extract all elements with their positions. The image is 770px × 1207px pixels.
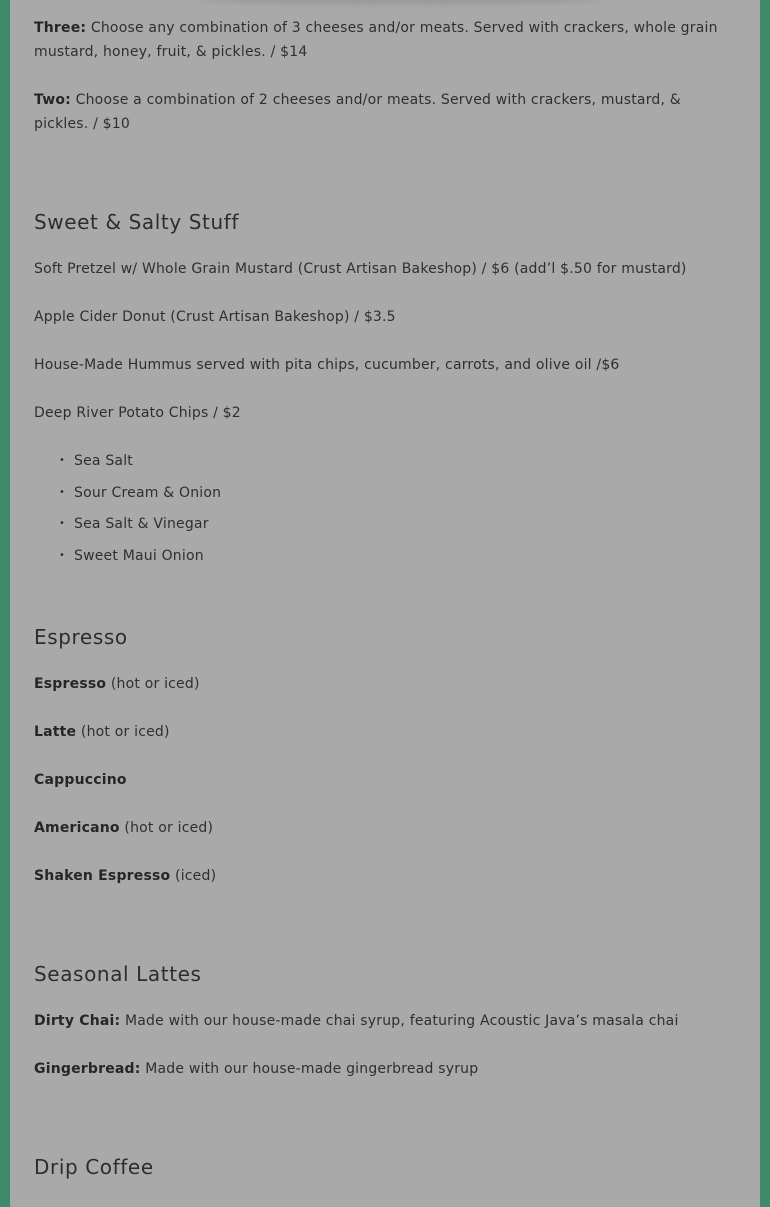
item-note: (hot or iced): [110, 676, 200, 692]
section-heading-espresso: Espresso: [34, 625, 128, 649]
menu-item-gingerbread: [34, 1057, 734, 1081]
menu-item-espresso: [34, 672, 734, 696]
list-item: [34, 481, 221, 513]
bullet-icon: •: [59, 455, 66, 466]
list-item: [34, 544, 221, 576]
item-name: Dirty Chai:: [34, 1013, 121, 1029]
cheese-three-item: [34, 16, 734, 64]
bullet-icon: •: [59, 518, 66, 530]
item-name: Shaken Espresso: [34, 868, 171, 884]
menu-item-shaken-espresso: [34, 864, 734, 888]
cheese-three-name: Three:: [34, 20, 87, 36]
section-heading-seasonal-lattes: Seasonal Lattes: [34, 962, 202, 986]
menu-item-americano: [34, 816, 734, 840]
chip-flavor-label: Sweet Maui Onion: [74, 548, 204, 565]
section-heading-drip-coffee: Drip Coffee: [34, 1155, 154, 1179]
section-heading-sweet-salty: Sweet & Salty Stuff: [34, 210, 240, 234]
chip-flavor-label: Sour Cream & Onion: [74, 484, 222, 501]
top-shadow: [200, 0, 600, 4]
item-note: (hot or iced): [124, 820, 214, 836]
bullet-icon: •: [59, 550, 66, 562]
menu-item-latte: [34, 720, 734, 744]
item-note: (hot or iced): [80, 724, 170, 740]
cheese-two-desc: Choose a combination of 2 cheeses and/or meats. Served with crackers, mustard, & pickles. / $10: [34, 92, 681, 132]
item-name: Americano: [34, 820, 120, 836]
menu-item-chips: Deep River Potato Chips / $2: [34, 405, 241, 421]
menu-item-dirty-chai: [34, 1009, 734, 1033]
item-name: Espresso: [34, 676, 107, 692]
list-item: [34, 512, 221, 544]
list-item: [34, 449, 221, 481]
cheese-two-item: [34, 88, 734, 136]
item-desc: Made with our house-made chai syrup, featuring Acoustic Java’s masala chai: [124, 1013, 679, 1029]
menu-item-hummus: House-Made Hummus served with pita chips, cucumber, carrots, and olive oil /$6: [34, 357, 620, 373]
cheese-three-desc: Choose any combination of 3 cheeses and/or meats. Served with crackers, whole grain mustard, honey, fruit, & pickles. / $14: [34, 20, 718, 60]
item-note: (iced): [175, 868, 217, 884]
chip-flavor-list: [34, 449, 221, 576]
bullet-icon: •: [59, 486, 66, 498]
item-desc: Made with our house-made gingerbread syrup: [145, 1061, 479, 1077]
item-name: Latte: [34, 724, 77, 740]
menu-item-donut: Apple Cider Donut (Crust Artisan Bakeshop) / $3.5: [34, 309, 396, 325]
chip-flavor-label: Sea Salt: [74, 453, 133, 469]
cheese-two-name: Two:: [34, 92, 71, 108]
item-name: Gingerbread:: [34, 1061, 141, 1077]
item-name: Cappuccino: [34, 772, 127, 788]
chip-flavor-label: Sea Salt & Vinegar: [74, 516, 209, 533]
menu-page: [10, 0, 760, 1207]
menu-item-cappuccino: [34, 768, 734, 792]
menu-item-pretzel: Soft Pretzel w/ Whole Grain Mustard (Crust Artisan Bakeshop) / $6 (add’l $.50 for mustard): [34, 261, 687, 277]
